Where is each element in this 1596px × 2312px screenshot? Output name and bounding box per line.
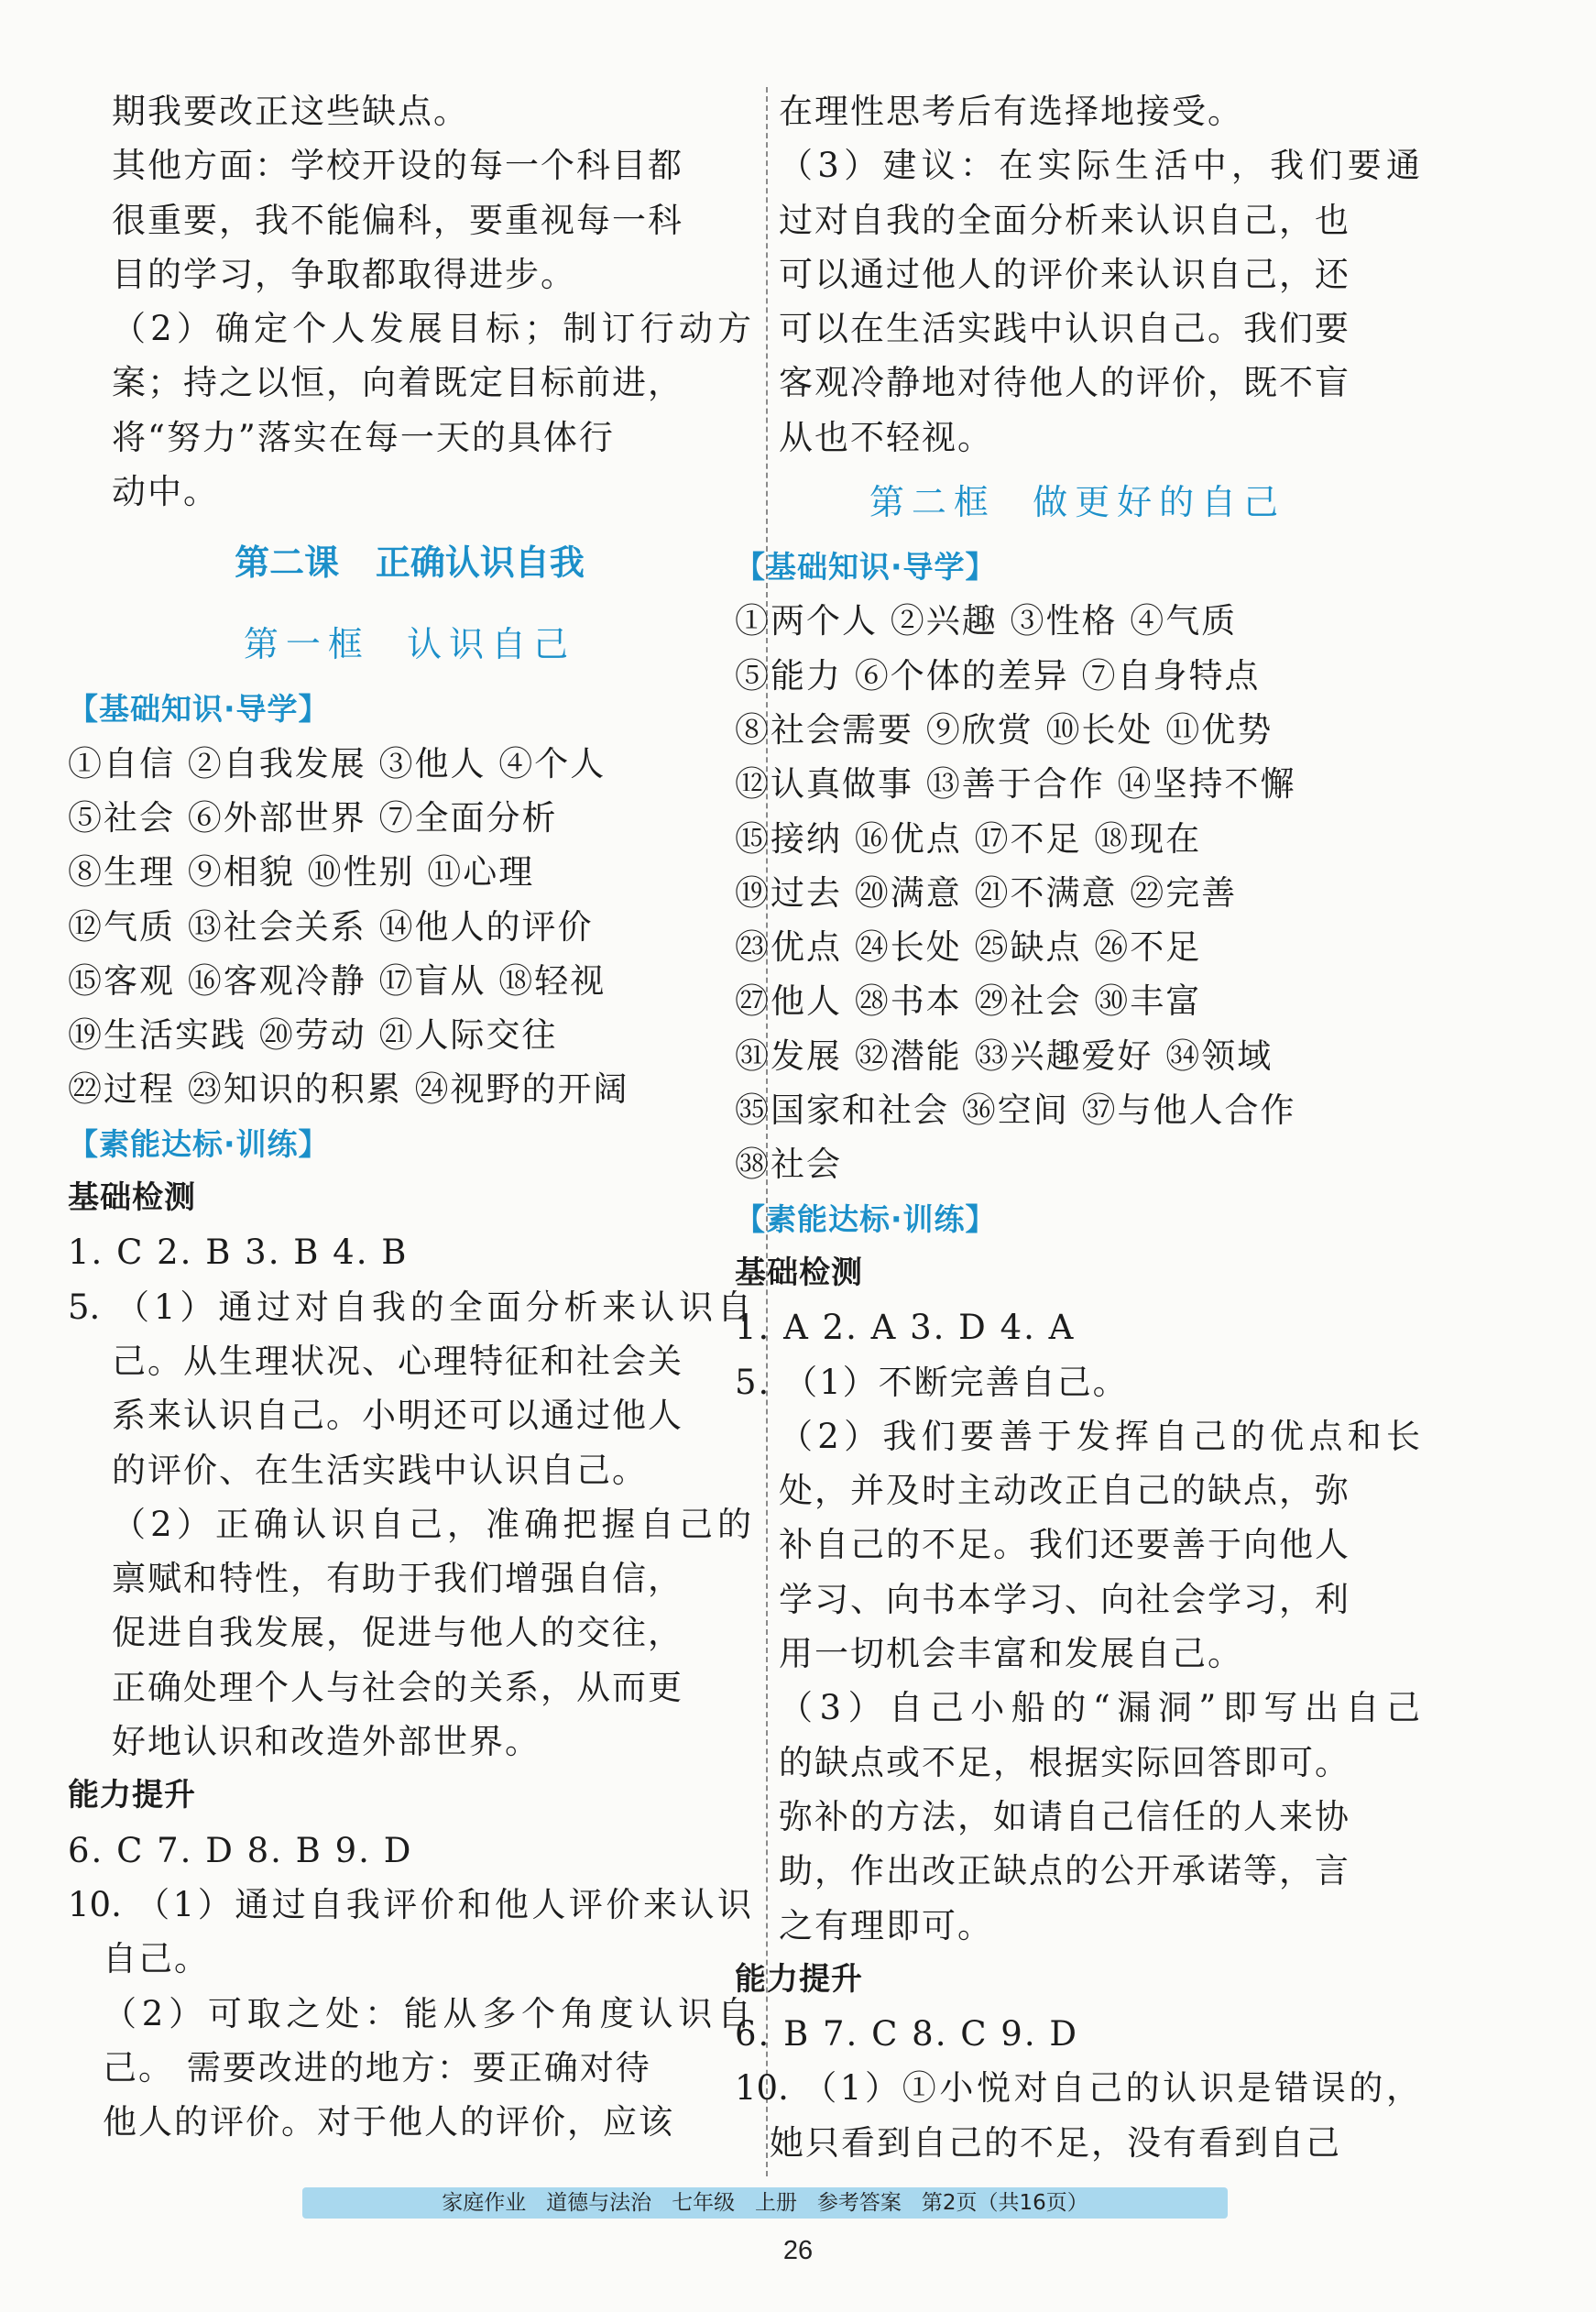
text-line: 动中。: [112, 472, 219, 512]
text-line: （2）我们要善于发挥自己的优点和长: [779, 1416, 1420, 1456]
text-line: ⑤能力 ⑥个体的差异 ⑦自身特点: [735, 655, 1261, 696]
subsection-heading: 基础检测: [735, 1254, 863, 1291]
text-line: 己。 需要改进的地方：要正确对待: [103, 2047, 651, 2087]
text-line: ㉗他人 ㉘书本 ㉙社会 ㉚丰富: [735, 981, 1202, 1022]
text-line: 在理性思考后有选择地接受。: [779, 92, 1243, 131]
text-line: 处，并及时主动改正自己的缺点，弥: [779, 1471, 1350, 1511]
text-line: 正确处理个人与社会的关系，从而更: [112, 1667, 683, 1707]
subsection-heading: 能力提升: [68, 1777, 196, 1814]
text-line: ⑮接纳 ⑯优点 ⑰不足 ⑱现在: [735, 818, 1202, 859]
text-line: 促进自我发展，促进与他人的交往，: [112, 1613, 683, 1653]
text-line: ㉟国家和社会 ㊱空间 ㊲与他人合作: [735, 1090, 1296, 1131]
text-line: ㉛发展 ㉜潜能 ㉝兴趣爱好 ㉞领域: [735, 1035, 1274, 1076]
section-heading: 【素能达标·训练】: [68, 1125, 330, 1162]
text-line: ⑫认真做事 ⑬善于合作 ⑭坚持不懈: [735, 764, 1296, 805]
text-line: ⑧社会需要 ⑨欣赏 ⑩长处 ⑪优势: [735, 709, 1274, 750]
text-line: 用一切机会丰富和发展自己。: [779, 1634, 1243, 1674]
text-line: 6. C 7. D 8. B 9. D: [68, 1830, 413, 1870]
text-line: ㊳社会: [735, 1145, 842, 1185]
subsection-heading: 基础检测: [68, 1179, 196, 1217]
text-line: 好地认识和改造外部世界。: [112, 1722, 541, 1762]
text-line: 目的学习，争取都取得进步。: [112, 254, 576, 294]
text-line: 其他方面：学校开设的每一个科目都: [112, 146, 683, 186]
text-line: ①两个人 ②兴趣 ③性格 ④气质: [735, 601, 1238, 641]
text-line: 补自己的不足。我们还要善于向他人: [779, 1525, 1350, 1565]
text-line: 10. （1）①小悦对自己的认识是错误的，: [735, 2068, 1420, 2109]
text-line: 系来认识自己。小明还可以通过他人: [112, 1396, 683, 1436]
footer-bar: 家庭作业 道德与法治 七年级 上册 参考答案 第2页（共16页）: [302, 2187, 1228, 2219]
text-line: （2）确定个人发展目标；制订行动方: [112, 309, 751, 349]
text-line: 学习、向书本学习、向社会学习，利: [779, 1579, 1350, 1619]
text-line: 很重要，我不能偏科，要重视每一科: [112, 200, 683, 240]
text-line: 她只看到自己的不足，没有看到自己: [770, 2122, 1341, 2163]
text-line: 自己。: [103, 1939, 210, 1979]
text-line: 10. （1）通过自我评价和他人评价来认识: [68, 1884, 751, 1924]
text-line: 弥补的方法，如请自己信任的人来协: [779, 1796, 1350, 1836]
text-line: 的缺点或不足，根据实际回答即可。: [779, 1742, 1350, 1782]
text-line: （3）建议：在实际生活中，我们要通: [779, 146, 1420, 186]
frame-title: 第二框 做更好的自己: [869, 482, 1286, 523]
text-line: ⑧生理 ⑨相貌 ⑩性别 ⑪心理: [68, 852, 535, 893]
text-line: 他人的评价。对于他人的评价，应该: [103, 2102, 674, 2142]
text-line: 之有理即可。: [779, 1905, 993, 1945]
text-line: ⑤社会 ⑥外部世界 ⑦全面分析: [68, 797, 558, 838]
frame-title: 第一框 认识自己: [243, 624, 576, 665]
text-line: 可以通过他人的评价来认识自己，还: [779, 254, 1350, 294]
text-line: （3）自己小船的“漏洞”即写出自己: [779, 1688, 1420, 1728]
text-line: 助，作出改正缺点的公开承诺等，言: [779, 1851, 1350, 1891]
text-line: 6. B 7. C 8. C 9. D: [735, 2014, 1079, 2055]
text-line: 1. A 2. A 3. D 4. A: [735, 1308, 1076, 1348]
lesson-title: 第二课 正确认识自我: [235, 542, 585, 584]
text-line: 己。从生理状况、心理特征和社会关: [112, 1341, 683, 1381]
text-line: ⑲过去 ⑳满意 ㉑不满意 ㉒完善: [735, 872, 1238, 913]
right-column: [735, 84, 1420, 2170]
text-line: （2）可取之处：能从多个角度认识自: [103, 1993, 751, 2033]
section-heading: 【基础知识·导学】: [68, 691, 330, 728]
subsection-heading: 能力提升: [735, 1960, 863, 1998]
text-line: 期我要改正这些缺点。: [112, 92, 469, 131]
text-line: ㉓优点 ㉔长处 ㉕缺点 ㉖不足: [735, 927, 1202, 968]
text-line: 过对自我的全面分析来认识自己，也: [779, 200, 1350, 240]
text-line: （2）正确认识自己，准确把握自己的: [112, 1504, 751, 1544]
text-line: 禀赋和特性，有助于我们增强自信，: [112, 1559, 683, 1599]
text-line: ㉒过程 ㉓知识的积累 ㉔视野的开阔: [68, 1069, 629, 1110]
section-heading: 【基础知识·导学】: [735, 549, 997, 586]
left-column: [68, 84, 751, 2149]
text-line: 案；持之以恒，向着既定目标前进，: [112, 363, 683, 403]
text-line: 将“努力”落实在每一天的具体行: [112, 417, 615, 457]
text-line: 可以在生活实践中认识自己。我们要: [779, 309, 1350, 349]
text-line: 客观冷静地对待他人的评价，既不盲: [779, 363, 1350, 403]
text-line: 的评价、在生活实践中认识自己。: [112, 1450, 648, 1490]
text-line: ⑮客观 ⑯客观冷静 ⑰盲从 ⑱轻视: [68, 960, 607, 1001]
text-line: ⑲生活实践 ⑳劳动 ㉑人际交往: [68, 1015, 558, 1056]
text-line: 1. C 2. B 3. B 4. B: [68, 1233, 409, 1273]
text-line: 从也不轻视。: [779, 417, 993, 457]
text-line: 5. （1）通过对自我的全面分析来认识自: [68, 1287, 751, 1327]
page-number: 26: [782, 2236, 814, 2265]
text-line: ⑫气质 ⑬社会关系 ⑭他人的评价: [68, 906, 594, 947]
text-line: ①自信 ②自我发展 ③他人 ④个人: [68, 743, 607, 783]
section-heading: 【素能达标·训练】: [735, 1200, 997, 1237]
text-line: 5. （1）不断完善自己。: [735, 1362, 1129, 1402]
